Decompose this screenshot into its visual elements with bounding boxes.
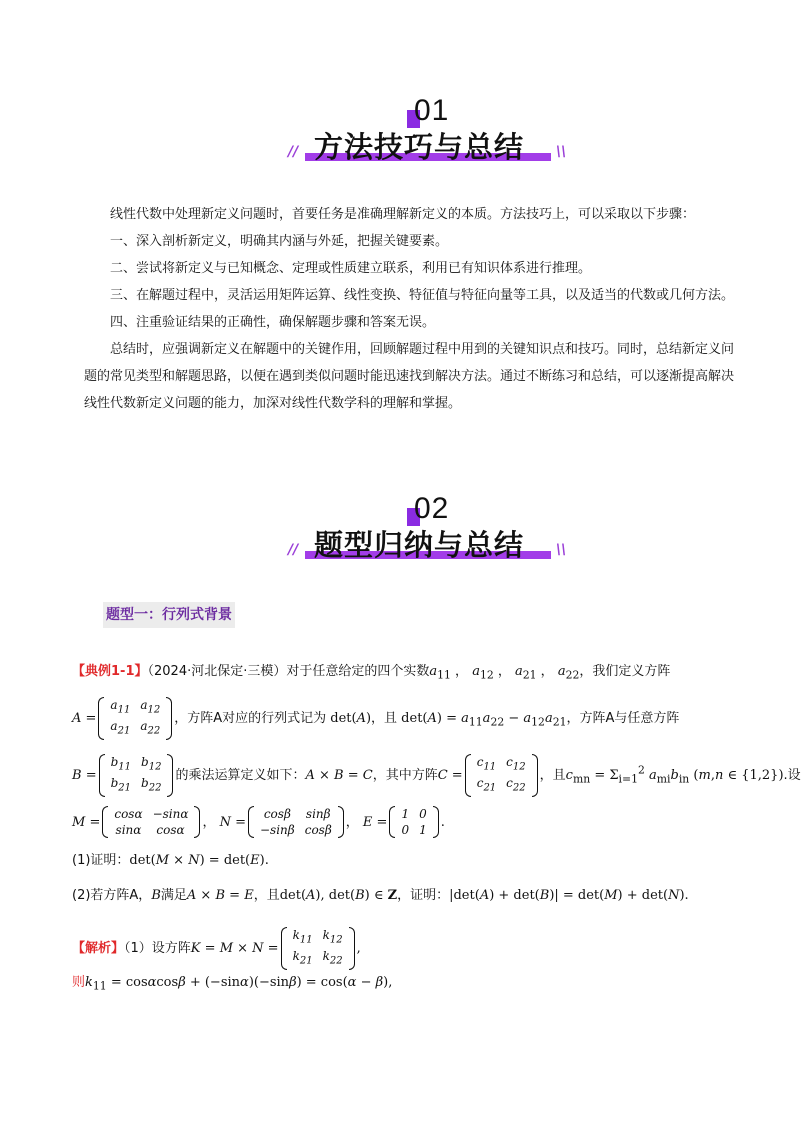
example-text: ，其中方阵 — [372, 767, 438, 783]
section-title: 题型归纳与总结 — [314, 528, 525, 562]
matrix-C: $c_{11}$ $c_{12}$ $c_{21}$ $c_{22}$ — [465, 754, 538, 797]
matrix-K: $k_{11}$ $k_{12}$ $k_{21}$ $k_{22}$ — [281, 927, 355, 970]
example-text: ，我们定义方阵 — [579, 664, 671, 679]
example-line-2 — [72, 697, 679, 740]
example-text: ，方阵A与任意方阵 — [566, 710, 680, 726]
analysis-line-1 — [72, 927, 361, 970]
example-text: ，且 — [371, 710, 398, 726]
example-text: ，且 — [539, 767, 566, 783]
method-summary — [84, 201, 734, 417]
math-expression: A × B = C — [305, 767, 373, 783]
slash-decoration-left: // — [288, 144, 299, 160]
example-line-4 — [72, 806, 445, 838]
section-header-2 — [0, 494, 794, 574]
paragraph: 线性代数中处理新定义问题时，首要任务是准确理解新定义的本质。方法技巧上，可以采取以下步骤： — [110, 207, 696, 222]
math-expression: det(M × N) = det(E). — [129, 853, 269, 868]
math-expression: $\det(A) = a_{11}a_{22} - a_{12}a_{21}$ — [397, 710, 567, 729]
question-text: (1)证明： — [72, 853, 130, 868]
paragraph: 一、深入剖析新定义，明确其内涵与外延，把握关键要素。 — [110, 234, 449, 249]
slash-decoration-right: \\ — [556, 542, 567, 558]
example-text: ，方阵A对应的行列式记为 — [174, 710, 327, 726]
math-expression: B = $b_{11}$ $b_{12}$ $b_{21}$ $b_{22}$ — [72, 768, 175, 783]
analysis-line-2 — [72, 973, 392, 997]
math-expression: det(A) — [326, 710, 372, 726]
math-expression: C = $c_{11}$ $c_{12}$ $c_{21}$ $c_{22}$ — [438, 768, 540, 783]
example-text: 对于任意给定的四个实数 — [286, 664, 430, 679]
math-expression: K = M × N = $k_{11}$ $k_{12}$ $k_{21}$ $k_{22}$ , — [191, 941, 361, 956]
analysis-label: 【解析】 — [72, 940, 125, 956]
matrix-B: $b_{11}$ $b_{12}$ $b_{21}$ $b_{22}$ — [99, 754, 174, 797]
math-expression: B — [151, 888, 161, 903]
section-title: 方法技巧与总结 — [314, 130, 525, 164]
section-number: 01 — [414, 94, 450, 127]
example-source: （2024·河北保定·三模） — [147, 664, 287, 679]
question-text: ，且 — [253, 888, 280, 903]
math-expression: A × B = E — [186, 888, 254, 903]
example-label: 【典例1-1】 — [72, 664, 148, 679]
section-number: 02 — [414, 492, 450, 525]
math-expression: |det(A) + det(B)| = det(M) + det(N). — [449, 888, 689, 903]
matrix-A: $a_{11}$ $a_{12}$ $a_{21}$ $a_{22}$ — [98, 697, 172, 740]
example-line-1 — [72, 662, 670, 686]
math-expression: det(A), det(B) ∈ Z — [279, 888, 398, 903]
paragraph: 三、在解题过程中，灵活运用矩阵运算、线性变换、特征值与特征向量等工具，以及适当的代数或几何方法。 — [110, 288, 735, 303]
math-expression: $a_{11}$ ， $a_{12}$ ， $a_{21}$ ， $a_{22}$ — [429, 664, 580, 682]
paragraph: 二、尝试将新定义与已知概念、定理或性质建立联系，利用已有知识体系进行推理。 — [110, 261, 592, 276]
math-expression: M = cosα −sinα sinα cosα ， N = cosβ sinβ −sinβ cosβ ， E = 1 0 0 1 . — [72, 807, 445, 837]
math-expression: A = $a_{11}$ $a_{12}$ $a_{21}$ $a_{22}$ — [72, 711, 174, 726]
slash-decoration-right: \\ — [556, 144, 567, 160]
section-header-1 — [0, 96, 794, 176]
analysis-text: （1）设方阵 — [124, 940, 191, 956]
question-text: (2)若方阵A， — [72, 888, 152, 903]
question-2 — [72, 886, 689, 906]
matrix-E: 1 0 0 1 — [389, 806, 438, 838]
math-expression: $c_{mn} = \Sigma_{i=1}^2$ $a_{mi}b_{in}$ (m,n ∈ {1,2}) — [565, 763, 784, 786]
math-expression: $k_{11} = \cos\alpha\cos\beta + (-\sin\alpha)(-\sin\beta) = \cos(\alpha - \beta)$, — [85, 975, 393, 993]
question-text: ，证明： — [397, 888, 450, 903]
analysis-text: 则 — [72, 975, 86, 990]
example-line-3 — [72, 754, 801, 797]
example-text: 的乘法运算定义如下： — [175, 767, 306, 783]
example-text: .设 — [783, 767, 801, 783]
slash-decoration-left: // — [288, 542, 299, 558]
question-text: 满足 — [160, 888, 187, 903]
paragraph: 总结时，应强调新定义在解题中的关键作用，回顾解题过程中用到的关键知识点和技巧。同时，总结新定义问题的常见类型和解题思路，以便在遇到类似问题时能迅速找到解决方法。通过不断练习和总结，可以逐渐提高解决线性代数新定义问题的能力，加深对线性代数学科的理解和掌握。 — [84, 342, 735, 411]
matrix-M: cosα −sinα sinα cosα — [102, 806, 200, 838]
paragraph: 四、注重验证结果的正确性，确保解题步骤和答案无误。 — [110, 315, 436, 330]
question-type-tag: 题型一：行列式背景 — [103, 602, 235, 628]
matrix-N: cosβ sinβ −sinβ cosβ — [248, 806, 344, 838]
question-1 — [72, 851, 269, 871]
